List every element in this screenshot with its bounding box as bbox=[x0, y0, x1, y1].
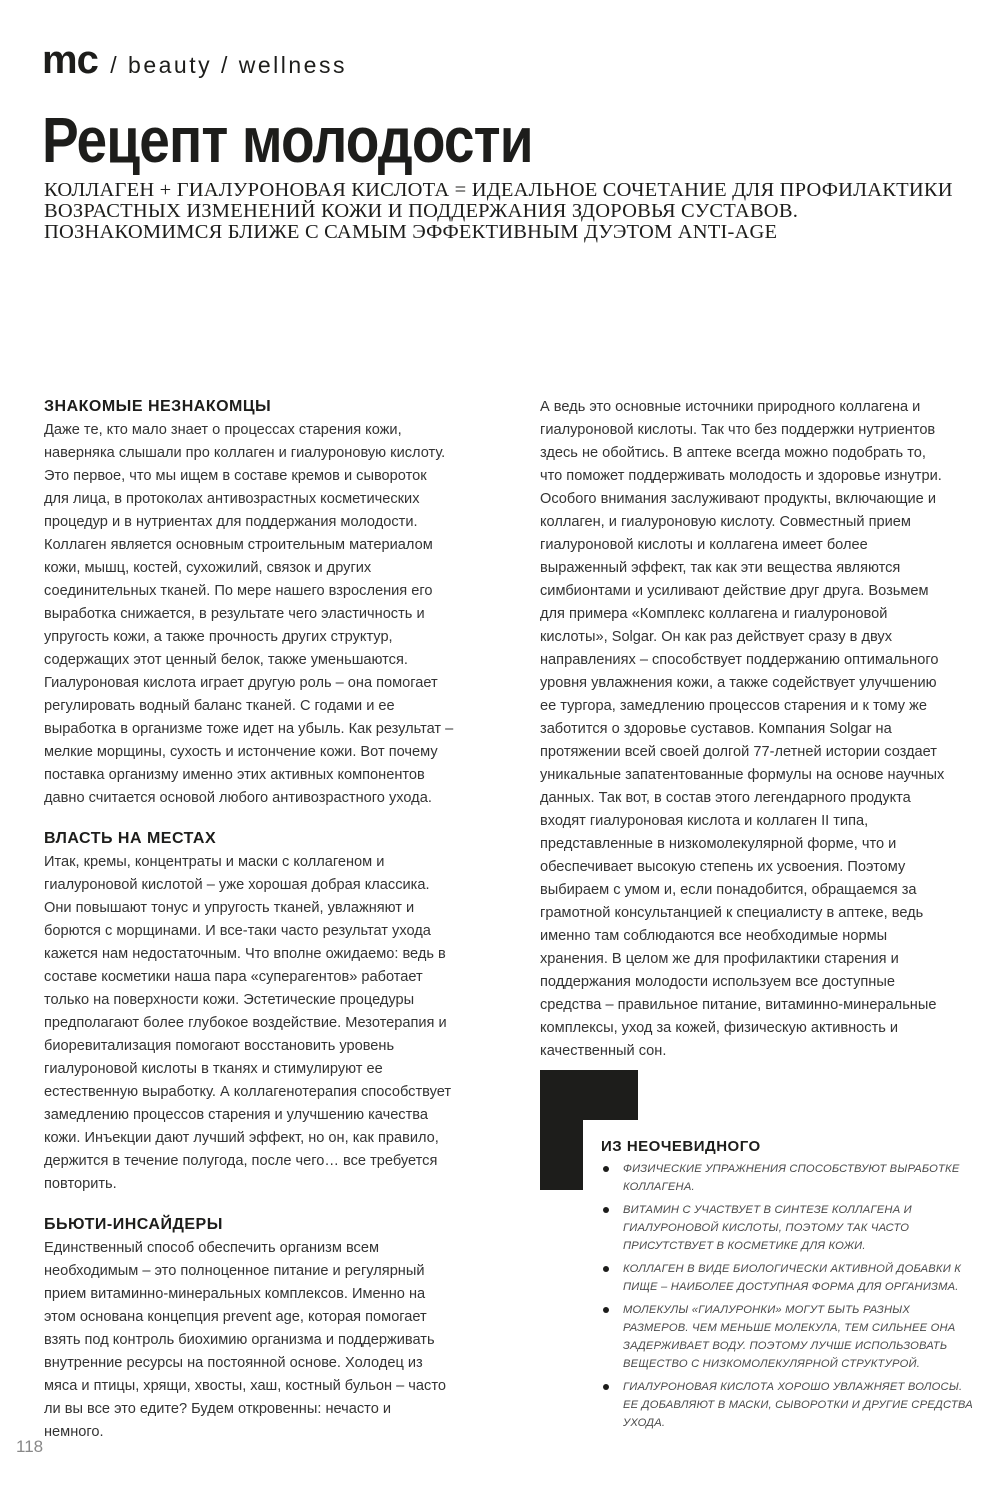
bullet-icon bbox=[603, 1384, 609, 1390]
sidebar-list-item: ФИЗИЧЕСКИЕ УПРАЖНЕНИЯ СПОСОБСТВУЮТ ВЫРАБОТКЕ КОЛЛАГЕНА. bbox=[601, 1160, 976, 1196]
section-heading: ВЛАСТЬ НА МЕСТАХ bbox=[44, 830, 217, 847]
sidebar-list-item: ГИАЛУРОНОВАЯ КИСЛОТА ХОРОШО УВЛАЖНЯЕТ ВОЛОСЫ. ЕЕ ДОБАВЛЯЮТ В МАСКИ, СЫВОРОТКИ И ДРУГИЕ СРЕДСТВА УХОДА. bbox=[601, 1378, 976, 1432]
section-heading: ЗНАКОМЫЕ НЕЗНАКОМЦЫ bbox=[44, 398, 272, 415]
bullet-icon bbox=[603, 1207, 609, 1213]
page-number: 118 bbox=[16, 1437, 44, 1456]
magazine-logo: mc bbox=[42, 38, 98, 82]
sidebar-list-item: МОЛЕКУЛЫ «ГИАЛУРОНКИ» МОГУТ БЫТЬ РАЗНЫХ РАЗМЕРОВ. ЧЕМ МЕНЬШЕ МОЛЕКУЛА, ТЕМ СИЛЬНЕЕ ОНА ЗАДЕРЖИВАЕТ ВОДУ. ПОЭТОМУ ЛУЧШЕ ИСПОЛЬЗОВАТЬ ВЕЩЕСТВО С НИЗКОМОЛЕКУЛЯРНОЙ СТРУКТУРОЙ. bbox=[601, 1301, 976, 1373]
section-heading: БЬЮТИ-ИНСАЙДЕРЫ bbox=[44, 1216, 223, 1233]
sidebar-list bbox=[601, 1160, 976, 1432]
article-column-left bbox=[44, 395, 454, 1444]
article-column-right bbox=[540, 396, 950, 1063]
section-body: Единственный способ обеспечить организм всем необходимым – это полноценное питание и регулярный прием витаминно-минеральных комплексов. Именно на этом основана концепция prevent age, которая помогает взять под контроль биохимию организма и поддерживать внутренние ресурсы на постоянной основе. Холодец из мяса и птицы, хрящи, хвосты, хаш, костный бульон – часто ли вы все это едите? Будем откровенны: нечасто и немного. bbox=[44, 1240, 446, 1440]
section-body: Даже те, кто мало знает о процессах старения кожи, наверняка слышали про коллаген и гиалуроновую кислоту. Это первое, что мы ищем в составе кремов и сывороток для лица, в протоколах антивозрастных косметических процедур и в нутриентах для поддержания молодости. Коллаген является основным строительным материалом кожи, мышц, костей, сухожилий, связок и других соединительных тканей. По мере нашего взросления его выработка снижается, в результате чего эластичность и упругость кожи, а также прочность других структур, содержащих этот ценный белок, также уменьшаются. Гиалуроновая кислота играет другую роль – она помогает регулировать водный баланс тканей. С годами и ее выработка в организме тоже идет на убыль. Как результат – мелкие морщины, сухость и истончение кожи. Вот почему поставка организму именно этих активных компонентов давно считается основой любого антивозрастного ухода. bbox=[44, 422, 454, 806]
bullet-icon bbox=[603, 1166, 609, 1172]
sidebar-box bbox=[583, 1120, 976, 1437]
section-body-continuation: А ведь это основные источники природного коллагена и гиалуроновой кислоты. Так что без поддержки нутриентов здесь не обойтись. В аптеке всегда можно подобрать то, что поможет поддерживать молодость и здоровье изнутри. Особого внимания заслуживают продукты, включающие и коллаген, и гиалуроновую кислоту. Совместный прием гиалуроновой кислоты и коллагена имеет более выраженный эффект, так как эти вещества являются симбионтами и усиливают действие друг друга. Возьмем для примера «Комплекс коллагена и гиалуроновой кислоты», Solgar. Он как раз действует сразу в двух направлениях – способствует поддержанию оптимального уровня увлажнения кожи, а также содействует улучшению ее тургора, замедлению процессов старения и к тому же заботится о здоровье суставов. Компания Solgar на протяжении всей своей долгой 77-летней истории создает уникальные запатентованные формулы на основе научных данных. Так вот, в состав этого легендарного продукта входят гиалуроновая кислота и коллаген II типа, представленные в низкомолекулярной форме, что и обеспечивает высокую степень их усвоения. Поэтому выбираем с умом и, если понадобится, обращаемся за грамотной консультанцией к специалисту в аптеке, ведь именно там соблюдаются все необходимые нормы хранения. В целом же для профилактики старения и поддержания молодости используем все доступные средства – правильное питание, витаминно-минеральные комплексы, уход за кожей, физическую активность и качественный сон. bbox=[540, 399, 945, 1059]
article-lead: КОЛЛАГЕН + ГИАЛУРОНОВАЯ КИСЛОТА = ИДЕАЛЬНОЕ СОЧЕТАНИЕ ДЛЯ ПРОФИЛАКТИКИ ВОЗРАСТНЫХ ИЗМЕНЕНИЙ КОЖИ И ПОДДЕРЖАНИЯ ЗДОРОВЬЯ СУСТАВОВ. ПОЗНАКОМИМСЯ БЛИЖЕ С САМЫМ ЭФФЕКТИВНЫМ ДУЭТОМ ANTI-AGE bbox=[44, 179, 953, 243]
section-body: Итак, кремы, концентраты и маски с коллагеном и гиалуроновой кислотой – уже хорошая добрая классика. Они повышают тонус и упругость тканей, увлажняют и борются с морщинами. И все-таки часто результат ухода кажется нам недостаточным. Что вполне ожидаемо: ведь в составе косметики наша пара «суперагентов» работает только на поверхности кожи. Эстетические процедуры предполагают более глубокое воздействие. Мезотерапия и биоревитализация помогают восстановить уровень гиалуроновой кислоты в тканях и стимулируют ее естественную выработку. А коллагенотерапия способствует замедлению процессов старения и улучшению качества кожи. Инъекции дают лучший эффект, но он, как правило, держится в течение полугода, после чего… все требуется повторить. bbox=[44, 854, 452, 1192]
sidebar-list-item: КОЛЛАГЕН В ВИДЕ БИОЛОГИЧЕСКИ АКТИВНОЙ ДОБАВКИ К ПИЩЕ – НАИБОЛЕЕ ДОСТУПНАЯ ФОРМА ДЛЯ ОРГАНИЗМА. bbox=[601, 1260, 976, 1296]
bullet-icon bbox=[603, 1307, 609, 1313]
magazine-header bbox=[42, 38, 347, 83]
section-breadcrumb: / beauty / wellness bbox=[110, 52, 347, 78]
sidebar-heading: ИЗ НЕОЧЕВИДНОГО bbox=[601, 1138, 761, 1155]
article-title: Рецепт молодости bbox=[42, 104, 533, 176]
bullet-icon bbox=[603, 1266, 609, 1272]
sidebar-list-item: ВИТАМИН С УЧАСТВУЕТ В СИНТЕЗЕ КОЛЛАГЕНА И ГИАЛУРОНОВОЙ КИСЛОТЫ, ПОЭТОМУ ТАК ЧАСТО ПРИСУТСТВУЕТ В КОСМЕТИКЕ ДЛЯ КОЖИ. bbox=[601, 1201, 976, 1255]
